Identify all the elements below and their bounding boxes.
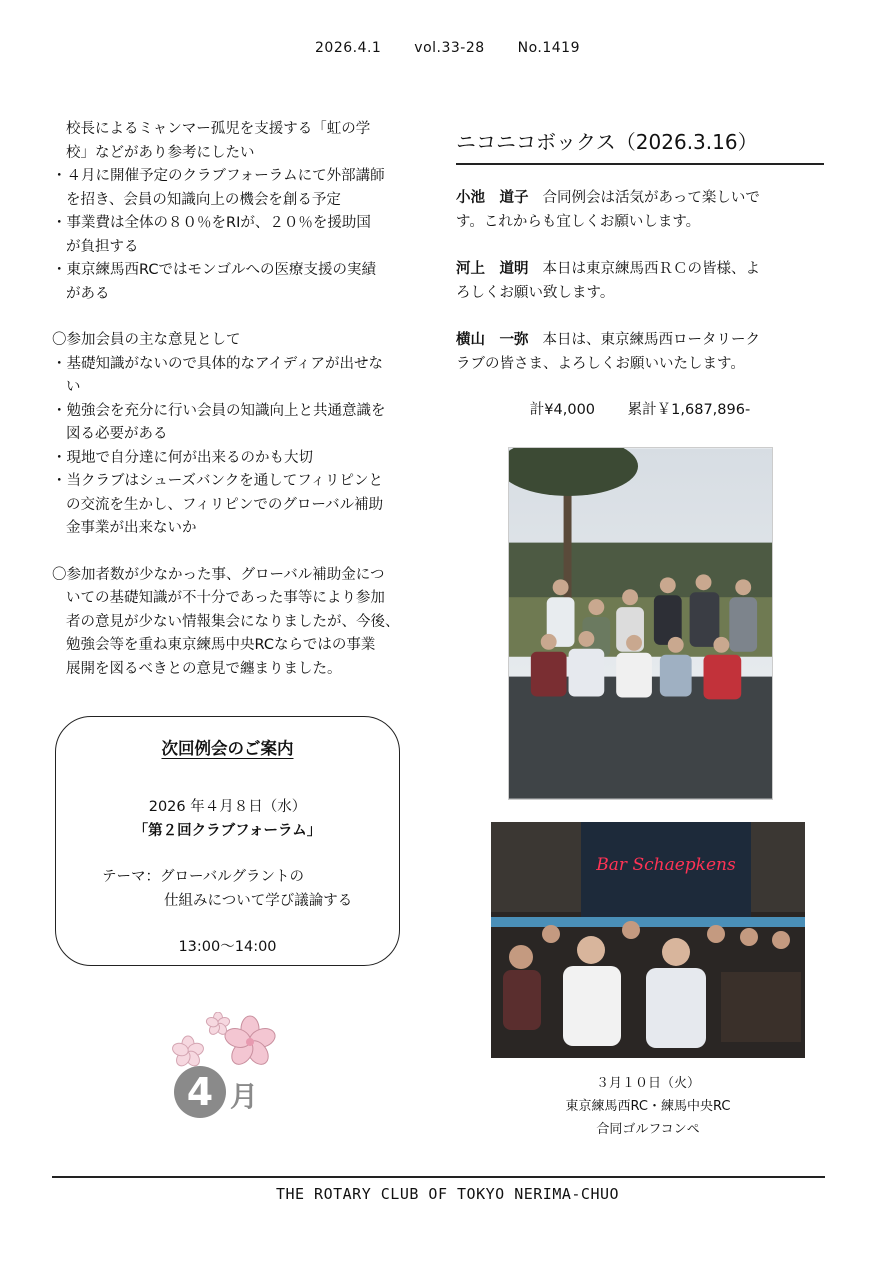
bullet-line: 図る必要がある [66, 426, 168, 442]
bullet-line: い [66, 379, 81, 395]
conclusion-line: 展開を図るべきとの意見で纏まりました。 [66, 660, 342, 677]
message-text: ろしくお願い致します。 [456, 285, 615, 301]
left-column [52, 118, 414, 681]
issue-volume: vol.33-28 [414, 40, 485, 56]
total-amount: 計¥4,000 [529, 402, 596, 418]
bullet-line: がある [66, 285, 110, 302]
caption-line: 合同ゴルフコンペ [596, 1122, 700, 1137]
issue-number: No.1419 [517, 40, 580, 56]
message-text: 本日は、東京練馬西ロータリーク [542, 332, 760, 348]
member-name: 横山 一弥 [456, 332, 529, 348]
caption-line: 東京練馬西RC・練馬中央RC [565, 1099, 731, 1114]
april-sakura-badge [168, 1012, 288, 1122]
conclusion-line: 勉強会等を重ね東京練馬中央RCならではの事業 [66, 637, 376, 653]
bullet-line: ・４月に開催予定のクラブフォーラムにて外部講師 [52, 168, 385, 184]
bullet-line: の交流を生かし、フィリピンでのグローバル補助 [66, 496, 384, 513]
bullet-line: ・勉強会を充分に行い会員の知識向上と共通意識を [52, 402, 386, 419]
issue-date: 2026.4.1 [315, 40, 382, 56]
month-number: 4 [186, 1070, 214, 1114]
golf-group-photo [508, 447, 773, 800]
month-unit: 月 [229, 1080, 259, 1113]
member-name: 小池 道子 [456, 190, 529, 206]
intro-line: 校長によるミャンマー孤児を支援する「虹の学 [66, 121, 371, 137]
nikoniko-entry [456, 328, 818, 376]
page-header [0, 40, 895, 56]
message-text: ラブの皆さま、よろしくお願いいたします。 [456, 356, 745, 372]
nikoniko-title: ニコニコボックス（2026.3.16） [456, 126, 824, 165]
nikoniko-total [456, 398, 824, 419]
neon-sign-text: Bar Schaepkens [596, 855, 736, 875]
bullet-line: を招き、会員の知識向上の機会を創る予定 [66, 191, 341, 208]
message-text: 本日は東京練馬西ＲＣの皆様、よ [542, 261, 760, 277]
conclusion-line: いての基礎知識が不十分であった事等により参加 [66, 590, 385, 606]
bullet-line: ・当クラブはシューズバンクを通してフィリピンと [52, 473, 384, 489]
nikoniko-entry [456, 257, 818, 305]
nikoniko-entries [456, 186, 818, 399]
footer-divider [52, 1176, 825, 1178]
next-meeting-notice [55, 716, 400, 966]
photo-caption [491, 1072, 805, 1141]
notice-time: 13:00〜14:00 [178, 939, 277, 955]
bullet-line: ・事業費は全体の８０％をRIが、２０％を援助国 [52, 215, 371, 231]
notice-title: 次回例会のご案内 [161, 739, 294, 758]
message-text: す。これからも宜しくお願いします。 [456, 214, 701, 230]
bullet-line: ・東京練馬西RCではモンゴルへの医療支援の実績 [52, 262, 376, 278]
intro-line: 校」などがあり参考にしたい [66, 144, 255, 161]
notice-date: 2026 年４月８日（水） [148, 799, 307, 815]
conclusion-line: 〇参加者数が少なかった事、グローバル補助金につ [52, 566, 385, 583]
footer-club-name: THE ROTARY CLUB OF TOKYO NERIMA-CHUO [275, 1185, 620, 1203]
sakura-flower-icon [171, 1012, 278, 1068]
notice-theme: テーマ：グローバルグラントの [102, 869, 304, 885]
notice-event: 「第２回クラブフォーラム」 [133, 823, 322, 839]
bullet-line: が負担する [66, 238, 139, 255]
message-text: 合同例会は活気があって楽しいで [542, 190, 760, 206]
bullet-line: 金事業が出来ないか [66, 520, 197, 536]
bullet-line: ・基礎知識がないので具体的なアイディアが出せな [52, 355, 384, 372]
caption-line: ３月１０日（火） [595, 1076, 700, 1091]
cumulative-amount: 累計￥1,687,896- [627, 402, 751, 418]
dinner-group-photo [491, 822, 805, 1058]
nikoniko-entry [456, 186, 818, 234]
conclusion-line: 者の意見が少ない情報集会になりましたが、今後、 [66, 613, 400, 630]
opinions-heading: 〇参加会員の主な意見として [52, 332, 241, 348]
bullet-line: ・現地で自分達に何が出来るのかも大切 [52, 449, 313, 466]
notice-theme: 仕組みについて学び議論する [164, 893, 353, 909]
member-name: 河上 道明 [456, 261, 529, 277]
